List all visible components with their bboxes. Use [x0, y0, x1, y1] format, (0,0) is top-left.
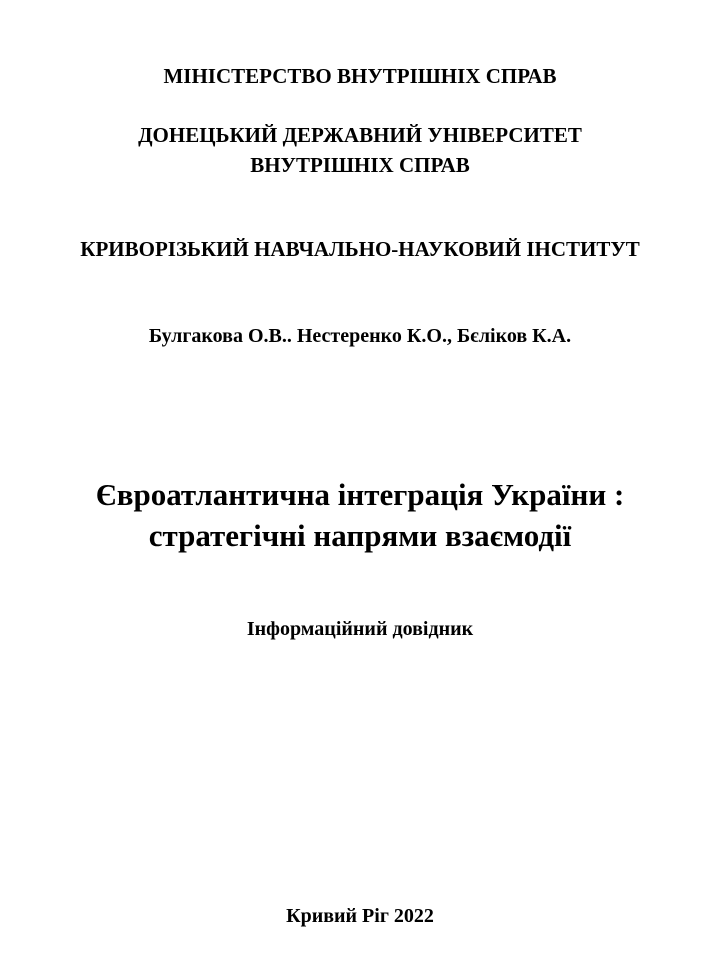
university-heading-line-2: ВНУТРІШНІХ СПРАВ — [250, 153, 470, 177]
place-year: Кривий Ріг 2022 — [286, 905, 434, 927]
institute-heading: КРИВОРІЗЬКИЙ НАВЧАЛЬНО-НАУКОВИЙ ІНСТИТУТ — [80, 237, 640, 261]
document-title-line-2: стратегічні напрями взаємодії — [148, 518, 572, 553]
university-heading — [0, 120, 720, 180]
ministry-heading: МІНІСТЕРСТВО ВНУТРІШНІХ СПРАВ — [163, 64, 557, 88]
document-title — [0, 474, 720, 556]
authors-line: Булгакова О.В.. Нестеренко К.О., Бєліков К.А. — [148, 325, 572, 347]
document-title-line-1: Євроатлантична інтеграція України : — [95, 477, 625, 512]
document-subtitle: Інформаційний довідник — [246, 618, 474, 640]
university-heading-line-1: ДОНЕЦЬКИЙ ДЕРЖАВНИЙ УНІВЕРСИТЕТ — [138, 123, 582, 147]
